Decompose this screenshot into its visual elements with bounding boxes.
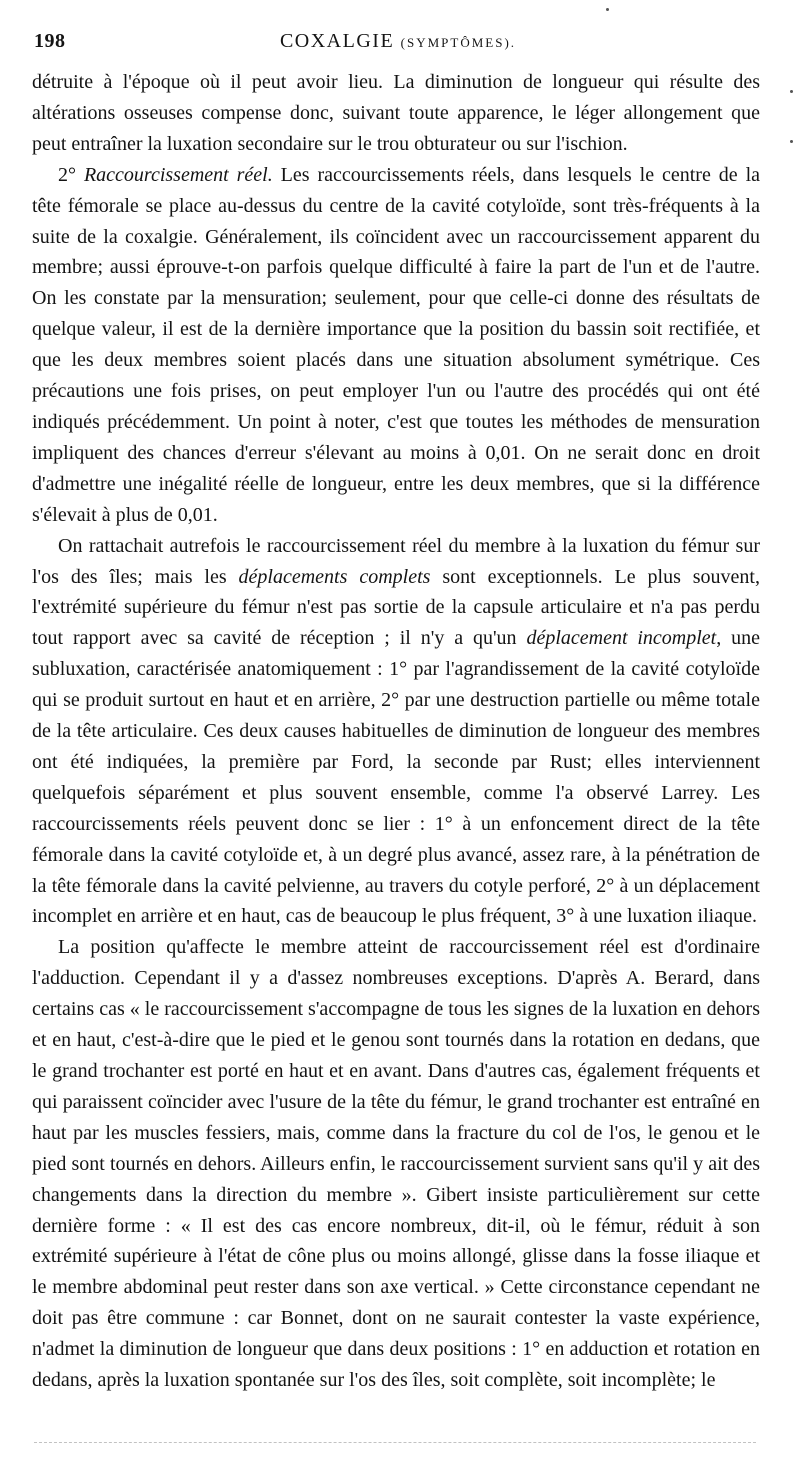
text-run: , une subluxation, caractérisée anatomiquement : 1° par l'agrandissement de la cavité cotyloïde qui se produit surtout en haut et en arrière, 2° par une destruction partielle ou même totale de la tête articulaire. Ces deux causes habituelles de diminution de longueur des membres ont été indiquées, la première par Ford, la seconde par Rust; elles interviennent quelquefois séparément et plus souvent ensemble, comme l'a observé Larrey. Les raccourcissements réels peuvent donc se lier : 1° à un enfoncement direct de la tête fémorale dans la cavité cotyloïde et, à un degré plus avancé, assez rare, à la pénétration de la tête fémorale dans la cavité pelvienne, au travers du cotyle perforé, 2° à un déplacement incomplet en arrière et en haut, cas de beaucoup le plus fréquent, 3° à une luxation iliaque. xyxy=(32,627,761,928)
text-run: La position qu'affecte le membre atteint de raccourcissement réel est d'ordinaire l'adduction. Cependant il y a d'assez nombreuses exceptions. D'après A. Berard, dans certains cas « le raccourcissement s'accompagne de tous les signes de la luxation en dehors et en haut, c'est-à-dire que le pied et le genou sont tournés dans la rotation en dedans, que le grand trochanter est porté en haut et en avant. Dans d'autres cas, également fréquents et qui paraissent coïncider avec l'usure de la tête du fémur, le grand trochanter est entraîné en haut par les muscles fessiers, mais, comme dans la fracture du col de l'os, le genou et le pied sont tournés en dehors. Ailleurs enfin, le raccourcissement survient sans qu'il y ait des changements dans la direction du membre ». Gibert insiste particulièrement sur cette dernière forme : « Il est des cas encore nombreux, dit-il, où le fémur, réduit à son extrémité supérieure à l'état de cône plus ou moins allongé, glisse dans la fosse iliaque et le membre abdominal peut rester dans son axe vertical. » Cette circonstance cependant ne doit pas être commune : car Bonnet, dont on ne saurait contester la vaste expérience, n'admet la diminution de longueur que dans deux positions : 1° en adduction et rotation en dedans, après la luxation spontanée sur l'os des îles, soit complète, soit incomplète; le xyxy=(32,936,760,1392)
text-run: détruite à l'époque où il peut avoir lieu. La diminution de longueur qui résulte des altérations osseuses compense donc, suivant toute apparence, le léger allongement que peut entraîner la luxation secondaire sur le trou obturateur ou sur l'ischion. xyxy=(32,71,760,155)
running-head xyxy=(34,30,762,53)
page-header xyxy=(34,30,762,58)
bleed-through-line xyxy=(34,1442,756,1444)
print-speck xyxy=(606,8,609,11)
italic-phrase: déplacements complets xyxy=(238,565,431,588)
paragraph xyxy=(32,531,760,933)
running-subtitle: (SYMPTÔMES). xyxy=(400,35,517,50)
italic-phrase: Raccourcissement réel. xyxy=(83,163,273,186)
text-run: On rattachait autrefois le raccourcissement réel du membre à la luxation du fémur sur l'os des îles; mais les xyxy=(32,534,760,588)
running-title: COXALGIE xyxy=(279,30,395,52)
paragraph xyxy=(32,67,760,160)
body-text xyxy=(32,67,760,1396)
paragraph xyxy=(32,160,760,531)
text-run: Les raccourcissements réels, dans lesquels le centre de la tête fémorale se place au-dessus du centre de la cavité cotyloïde, sont très-fréquents à la suite de la coxalgie. Généralement, ils coïncident avec un raccourcissement apparent du membre; aussi éprouve-t-on parfois quelque difficulté à faire la part de l'un et de l'autre. On les constate par la mensuration; seulement, pour que celle-ci donne des résultats de quelque valeur, il est de la dernière importance que la position du bassin soit rectifiée, et que les deux membres soient placés dans une situation absolument symétrique. Ces précautions une fois prises, on peut employer l'un ou l'autre des procédés qui ont été indiqués précédemment. Un point à noter, c'est que toutes les méthodes de mensuration impliquent des chances d'erreur s'élevant au moins à 0,01. On ne serait donc en droit d'admettre une inégalité réelle de longueur, entre les deux membres, que si la différence s'élevait à plus de 0,01. xyxy=(32,163,761,526)
text-run: 2° xyxy=(58,163,84,186)
page-number: 198 xyxy=(34,30,66,52)
text-run: sont exceptionnels. Le plus souvent, l'extrémité supérieure du fémur n'est pas sortie de la capsule articulaire et n'a pas perdu tout rapport avec sa cavité de réception ; il n'y a qu'un xyxy=(32,565,760,650)
print-speck xyxy=(790,90,793,93)
paragraph xyxy=(32,932,760,1396)
print-speck xyxy=(790,140,793,143)
italic-phrase: déplacement incomplet xyxy=(526,627,717,650)
